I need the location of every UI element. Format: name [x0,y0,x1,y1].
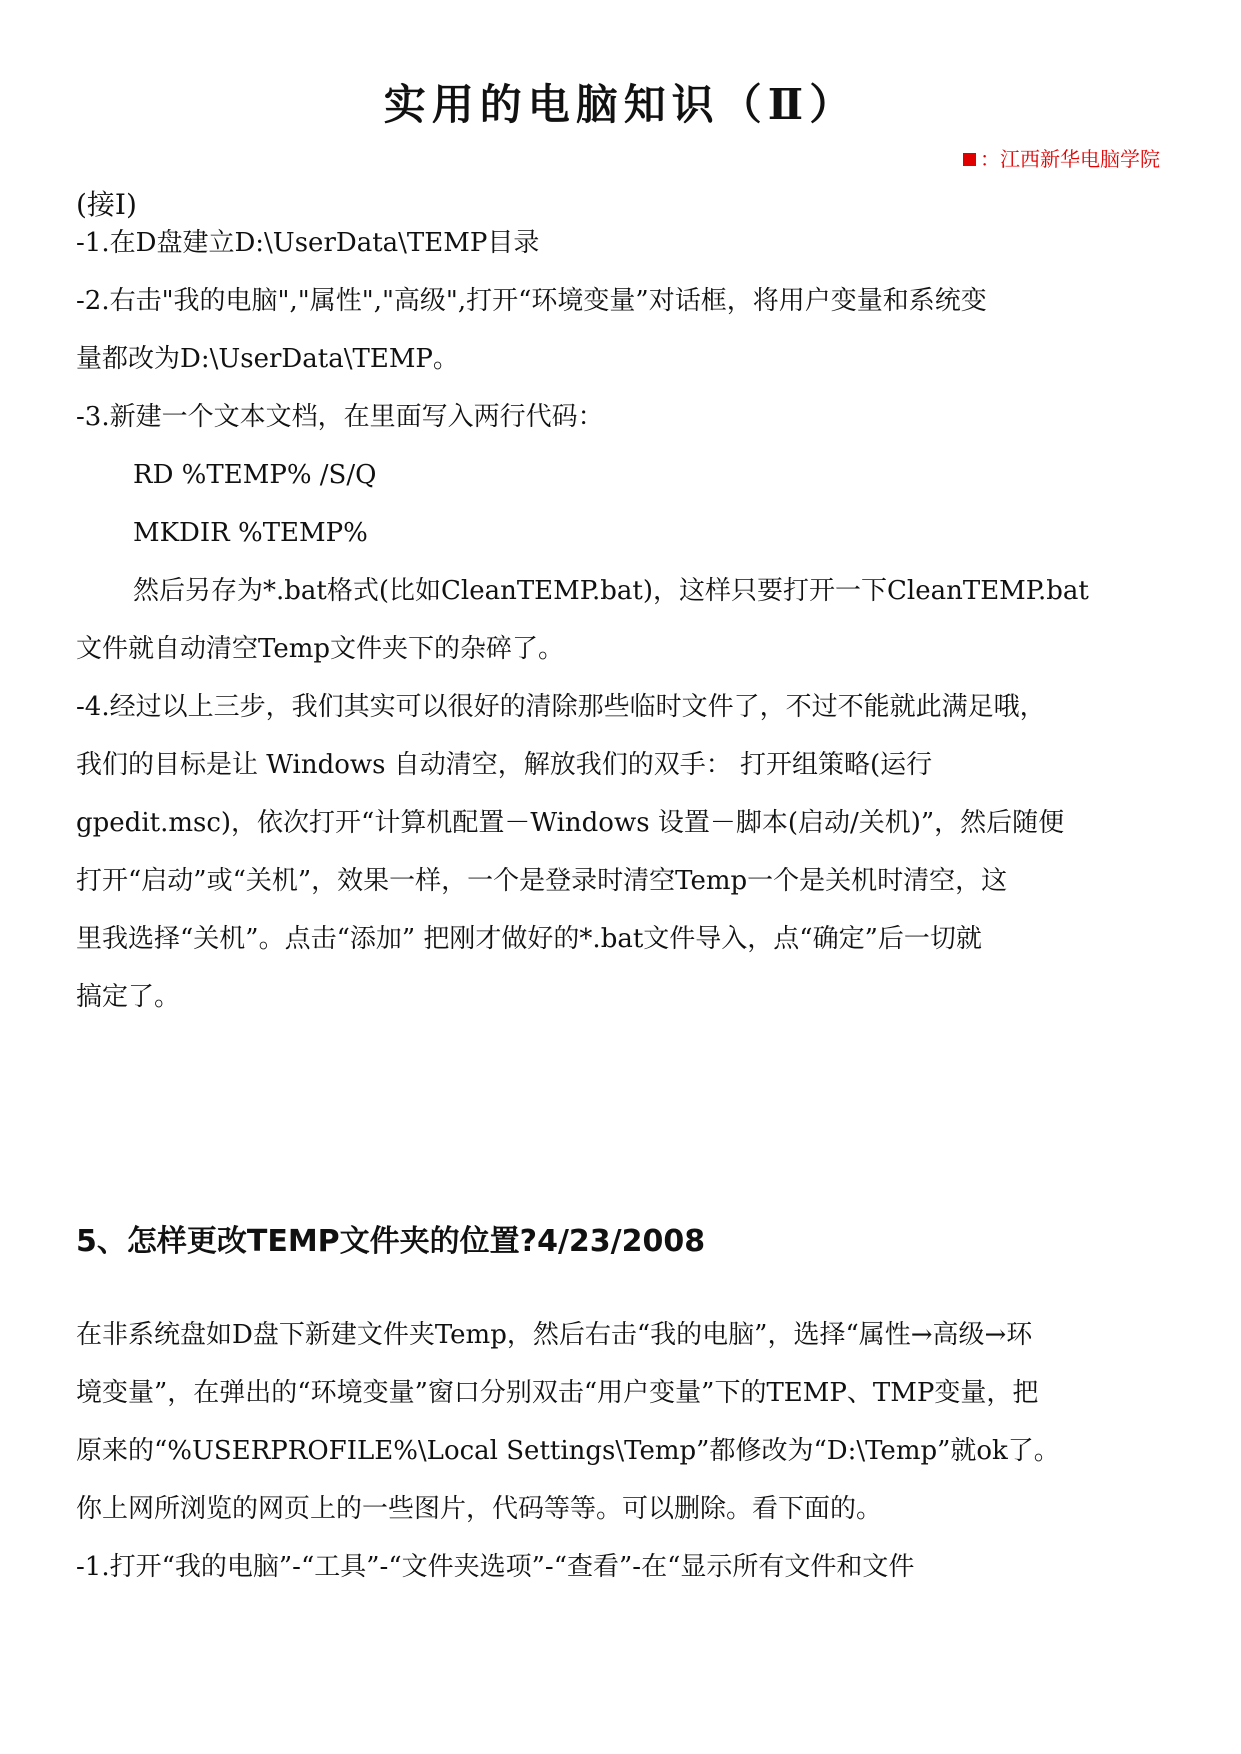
source-label [963,143,1160,172]
paragraph-line: 文件就自动清空Temp文件夹下的杂碎了。 [76,634,565,664]
red-square-icon [963,153,976,166]
paragraph-line: 然后另存为*.bat格式(比如CleanTEMP.bat)，这样只要打开一下CleanTEMP.bat [133,576,1089,606]
document-title: 实用的电脑知识（Ⅱ） [383,80,858,129]
paragraph-line: -4.经过以上三步，我们其实可以很好的清除那些临时文件了，不过不能就此满足哦， [76,692,1046,722]
paragraph-line: -3.新建一个文本文档，在里面写入两行代码： [76,402,604,432]
paragraph-line: 在非系统盘如D盘下新建文件夹Temp，然后右击“我的电脑”，选择“属性→高级→环 [76,1320,1033,1350]
paragraph-line: -1.打开“我的电脑”-“工具”-“文件夹选项”-“查看”-在“显示所有文件和文件 [76,1552,915,1582]
section-heading: 5、怎样更改TEMP文件夹的位置?4/23/2008 [76,1224,706,1259]
paragraph-line: -2.右击"我的电脑","属性","高级",打开“环境变量”对话框，将用户变量和系统变 [76,286,987,316]
paragraph-line: 量都改为D:\UserData\TEMP。 [76,344,459,374]
paragraph-line: -1.在D盘建立D:\UserData\TEMP目录 [76,228,540,258]
paragraph-line: 打开“启动”或“关机”，效果一样，一个是登录时清空Temp一个是关机时清空，这 [76,866,1008,896]
paragraph-line: 我们的目标是让 Windows 自动清空，解放我们的双手： 打开组策略(运行 [76,750,933,780]
code-line: MKDIR %TEMP% [133,518,368,548]
source-text: ：江西新华电脑学院 [980,147,1160,171]
paragraph-line: 里我选择“关机”。点击“添加” 把刚才做好的*.bat文件导入，点“确定”后一切就 [76,924,982,954]
continuation-label: (接Ⅰ) [76,188,137,221]
paragraph-line: 你上网所浏览的网页上的一些图片，代码等等。可以删除。看下面的。 [76,1494,883,1524]
paragraph-line: gpedit.msc)，依次打开“计算机配置－Windows 设置－脚本(启动/关机)”，然后随便 [76,808,1065,838]
paragraph-line: 境变量”，在弹出的“环境变量”窗口分别双击“用户变量”下的TEMP、TMP变量，把 [76,1378,1039,1408]
code-line: RD %TEMP% /S/Q [133,460,377,490]
paragraph-line: 原来的“%USERPROFILE%\Local Settings\Temp”都修改为“D:\Temp”就ok了。 [76,1436,1060,1466]
paragraph-line: 搞定了。 [76,982,181,1012]
